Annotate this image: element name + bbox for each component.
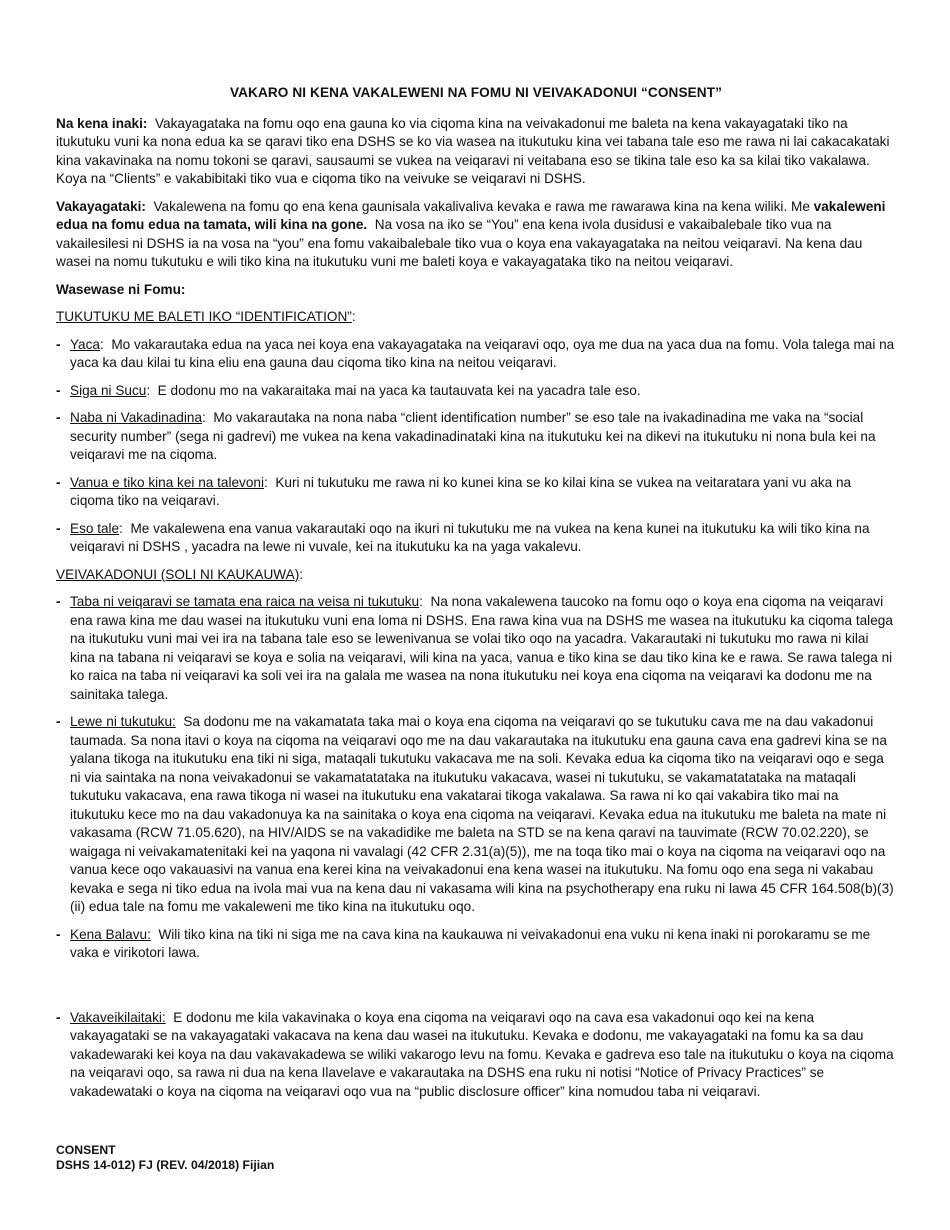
form-parts-heading: Wasewase ni Fomu: bbox=[56, 281, 186, 297]
usage-bold-text: vakaleweni edua na fomu edua na tamata, wili kina na gone. bbox=[56, 198, 886, 232]
list-item: - Naba ni Vakadinadina: Mo vakarautaka na nona naba “client identification number” se eso tale na ivakadinadina me vaka na “social security number” (sega ni gadrevi) me vukea na kena vakadinadinataki kina na itukutuku kei na dikevi na itukutuku ni nona bula kei na veiqaravi me na ciqoma. bbox=[56, 410, 876, 462]
item-text: Mo vakarautaka edua na yaca nei koya ena vakayagataka na veiqaravi oqo, oya me dua na yaca dua na fomu. Vola talega mai na yaca ka dau kilai tu kina eliu ena gauna dau ciqoma tiko kina na neitou veiqaravi. bbox=[70, 336, 895, 370]
footer-form-name: CONSENT bbox=[56, 1143, 116, 1157]
list-item: - Taba ni veiqaravi se tamata ena raica na veisa ni tukutuku: Na nona vakalewena taucoko na fomu oqo o koya ena ciqoma na veiqaravi ena rawa kina me dau wasei na itukutuku vuni ena loma ni DSHS. Ena rawa kina vua na DSHS me wasea na itukutuku ka ciqoma talega na itukutuku vuni mai vei ira na tabana tale eso se lewenivanua se volai tiko oqo na yacadra. Vakarautaki ni tukutuku mo rawa ni kilai kina na tabana ni veiqaravi se koya e solia na veiqaravi, wili kina na yaca, vanua e tiko kina se dau tiko kina ke e rawa. Se rawa talega ni ko raica na taba ni veiqaravi ka soli vei ira na galala me wasea na nona itukutuku nei koya ena ciqoma na veiqaravi ka dodonu me na sainitaka talega. bbox=[56, 594, 893, 702]
item-term: Taba ni veiqaravi se tamata ena raica na veisa ni tukutuku bbox=[70, 594, 420, 609]
item-text: Mo vakarautaka na nona naba “client identification number” se eso tale na ivakadinadina me vaka na “social security number” (sega ni gadrevi) me vukea na kena vakadinadinataki kina na itukutuku kei na dikevi na itukutuku ni nona bula kei na veiqaravi me na ciqoma. bbox=[70, 410, 876, 462]
page-title: VAKARO NI KENA VAKALEWENI NA FOMU NI VEIVAKADONUI “CONSENT” bbox=[229, 85, 722, 100]
list-item: - Lewe ni tukutuku: Sa dodonu me na vakamatata taka mai o koya ena ciqoma na veiqaravi qo se tukutuku cava me na dau vakadonui taumada. Sa nona itavi o koya na ciqoma na veiqaravi oqo me na dau vakarautaka na itukutuku ena gauna cava ena gadrevi kina se na yalana tikoga na itukutuku ena tiki ni siga, mataqali tukutuku vakacava me na soli. Kevaka edua ka ciqoma tiko na veiqaravi oqo e sega ni via saintaka na nona veivakadonui se vakamatatataka na itukutuku vakacava, wasei ni tukutuku, se vakamatatataka na mataqali tukutuku vakacava, ena rawa tikoga ni wasei na itukutuku ena vakatarai tikoga vakalawa. Sa rawa ni ko qai vakabira tiko mai na itukutuku kece mo na dau vakadonuya ka na sainitaka o koya ena ciqoma na veiqaravi. Kevaka edua na itukutuku me baleta na mate ni vakasama (RCW 71.05.620), na HIV/AIDS se na vakadidike me baleta na STD se na kena qaravi na tauvimate (RCW 70.02.220), se waigaga ni veivakamatenitaki kei na yaqona ni vavalagi (42 CFR 2.31(a)(5)), me na toqa tiko mai o koya na ciqoma na veiqaravi oqo na vanua kece oqo vakauasivi na vanua ena kerei kina na veivakadonui ena kena wasei na itukutuku. Na fomu oqo ena sega ni vakabau kevaka e sega ni tiko edua na ivola mai vua na kena dau ni vakasama wili kina na psychotherapy ena ruku ni lawa 45 CFR 164.508(b)(3)(ii) edua tale na fomu me vakaleweni me tiko kina na itukutuku oqo. bbox=[56, 714, 894, 914]
usage-text-after: Na vosa na iko se “You” ena kena ivola dusidusi e vakaibalebale tiko vua na vakailesilesi ni DSHS ia na vosa na “you” ena fomu vakaibalebale tiko vua o koya ena vakayagataka na neitou veiqaravi. Na kena dau wasei na nomu tukutuku e wili tiko kina na itukutuku vuni me baleti koya e vakayagataka tiko na neitou veiqaravi. bbox=[56, 217, 863, 269]
usage-paragraph bbox=[56, 198, 896, 272]
item-text: Sa dodonu me na vakamatata taka mai o koya ena ciqoma na veiqaravi qo se tukutuku cava me na dau vakadonui taumada. Sa nona itavi o koya na ciqoma na veiqaravi oqo me na dau vakarautaka na itukutuku ena gauna cava ena gadrevi kina se na yalana tikoga na itukutuku ena tiki ni siga, mataqali tukutuku vakacava me na soli. Kevaka edua ka ciqoma tiko na veiqaravi oqo e sega ni via saintaka na nona veivakadonui se vakamatatataka na itukutuku vakacava, wasei ni tukutuku, se vakamatatataka na mataqali tukutuku vakacava, ena rawa tikoga ni wasei na itukutuku ena vakatarai tikoga vakalawa. Sa rawa ni ko qai vakabira tiko mai na itukutuku kece mo na dau vakadonuya ka na sainitaka o koya ena ciqoma na veiqaravi. Kevaka edua na itukutuku me baleta na mate ni vakasama (RCW 71.05.620), na HIV/AIDS se na vakadidike me baleta na STD se na kena qaravi na tauvimate (RCW 70.02.220), se waigaga ni veivakamatenitaki kei na yaqona ni vavalagi (42 CFR 2.31(a)(5)), me na toqa tiko mai o koya na ciqoma na veiqaravi oqo na vanua kece oqo vakauasivi na vanua ena kerei kina na veivakadonui ena kena wasei na itukutuku. Na fomu oqo ena sega ni vakabau kevaka e sega ni tiko edua na ivola mai vua na kena dau ni vakasama wili kina na psychotherapy ena ruku ni lawa 45 CFR 164.508(b)(3)(ii) edua tale na fomu me vakaleweni me tiko kina na itukutuku oqo. bbox=[70, 714, 894, 914]
item-text: E dodonu mo na vakaraitaka mai na yaca ka tautauvata kei na yacadra tale eso. bbox=[157, 382, 641, 398]
item-text: Me vakalewena ena vanua vakarautaki oqo na ikuri ni tukutuku me na vukea na kena kunei na itukutuku ka wili tiko kina na veiqaravi ni DSHS , yacadra na lewe ni vuvale, kei na itukutuku ka na yaga vakalevu. bbox=[70, 520, 870, 554]
item-term: Kena Balavu: bbox=[70, 926, 151, 942]
list-item: - Siga ni Sucu: E dodonu mo na vakaraitaka mai na yaca ka tautauvata kei na yacadra tale eso. bbox=[56, 382, 641, 398]
intro-label: Na kena inaki: bbox=[56, 115, 148, 131]
footer bbox=[56, 1143, 274, 1173]
list-item: - Kena Balavu: Wili tiko kina na tiki ni siga me na cava kina na kaukauwa ni veivakadonui ena vuku ni kena inaki ni porokaramu se me vaka e virikotori lawa. bbox=[56, 926, 871, 960]
usage-label: Vakayagataki: bbox=[56, 198, 146, 214]
list-item: - Yaca: Mo vakarautaka edua na yaca nei koya ena vakayagataka na veiqaravi oqo, oya me dua na yaca dua na fomu. Vola talega mai na yaca ka dau kilai tu kina eliu ena gauna dau ciqoma tiko kina na neitou veiqaravi. bbox=[56, 336, 895, 370]
item-term: Yaca bbox=[70, 336, 100, 352]
footer-form-code: DSHS 14-012) FJ (REV. 04/2018) Fijian bbox=[56, 1158, 275, 1172]
usage-text-before: Vakalewena na fomu qo ena kena gaunisala vakalivaliva kevaka e rawa me rawarawa kina na kena wiliki. Me bbox=[153, 198, 810, 214]
item-text: Kuri ni tukutuku me rawa ni ko kunei kina se ko kilai kina se vukea na veitaratara yani vu aka na ciqoma tiko na veiqaravi. bbox=[70, 474, 852, 508]
item-term: Eso tale bbox=[70, 520, 120, 536]
item-text: Na nona vakalewena taucoko na fomu oqo o koya ena ciqoma na veiqaravi ena rawa kina me dau wasei na itukutuku vuni ena loma ni DSHS. Ena rawa kina vua na DSHS me wasea na itukutuku ka ciqoma talega na itukutuku vuni mai vei ira na tabana tale eso se lewenivanua se volai tiko oqo na yacadra. Vakarautaki ni tukutuku mo rawa ni kilai kina na tabana ni veiqaravi se koya e solia na veiqaravi, wili kina na yaca, vanua e tiko kina se dau tiko kina ke e rawa. Se rawa talega ni ko raica na taba ni veiqaravi ka soli vei ira na galala me wasea na nona itukutuku nei koya ena ciqoma na veiqaravi ka dodonu me na sainitaka talega. bbox=[70, 594, 893, 702]
item-term: Naba ni Vakadinadina bbox=[70, 410, 203, 425]
item-term: Vakaveikilaitaki: bbox=[70, 1009, 166, 1025]
intro-text: Vakayagataka na fomu oqo ena gauna ko via ciqoma kina na veivakadonui me baleta na kena vakayagataki tiko na itukutuku vuni ka nona edua ka se qaravi tiko ena DSHS se ko via wasea na itukutuku kina vei tabana tale eso me rawa ni lai cakacakataki kina vakavinaka na nomu tokoni se qaravi, sausaumi se vukea na veiqaravi ni veitabana eso se tikina tale eso ka sa kilai tiko vakalawa. Koya na “Clients” e vakabibitaki tiko vua e ciqoma tiko na veivuke se veiqaravi ni DSHS. bbox=[56, 115, 890, 186]
identification-heading: TUKUTUKU ME BALETI IKO “IDENTIFICATION”: bbox=[56, 309, 356, 324]
item-term: Siga ni Sucu bbox=[70, 382, 147, 398]
list-item: - Eso tale: Me vakalewena ena vanua vakarautaki oqo na ikuri ni tukutuku me na vukea na kena kunei na itukutuku ka wili tiko kina na veiqaravi ni DSHS , yacadra na lewe ni vuvale, kei na itukutuku ka na yaga vakalevu. bbox=[56, 520, 870, 554]
intro-paragraph bbox=[56, 115, 896, 189]
document-page bbox=[56, 84, 896, 1110]
item-text: Wili tiko kina na tiki ni siga me na cava kina na kaukauwa ni veivakadonui ena vuku ni kena inaki ni porokaramu se me vaka e virikotori lawa. bbox=[70, 926, 871, 960]
item-text: E dodonu me kila vakavinaka o koya ena ciqoma na veiqaravi oqo na cava esa vakadonui oqo kei na kena vakayagataki se na vakayagataki vakacava na kena dau wasei na itukutuku. Kevaka e dodonu, me vakayagataki na fomu ka sa dau vakadewaraki kei koya na dau vakavakadewa se wiliki vakarogo levu na fomu. Kevaka e gadreva eso tale na itukutuku o koya na ciqoma na veiqaravi oqo, sa rawa ni dua na kena Ilavelave e vakarautaka na DSHS ena ruku ni notisi “Notice of Privacy Practices” se vakadewataki o koya na ciqoma na veiqaravi oqo vua na “public disclosure officer” kina nomudou taba ni veiqaravi. bbox=[70, 1009, 894, 1099]
item-term: Lewe ni tukutuku: bbox=[70, 714, 176, 729]
consent-heading: VEIVAKADONUI (SOLI NI KAUKAUWA): bbox=[56, 566, 304, 582]
spacer bbox=[56, 972, 896, 1009]
item-term: Vanua e tiko kina kei na talevoni bbox=[70, 474, 264, 490]
list-item: - Vanua e tiko kina kei na talevoni: Kuri ni tukutuku me rawa ni ko kunei kina se ko kilai kina se vukea na veitaratara yani vu aka na ciqoma tiko na veiqaravi. bbox=[56, 474, 852, 508]
list-item: - Vakaveikilaitaki: E dodonu me kila vakavinaka o koya ena ciqoma na veiqaravi oqo na cava esa vakadonui oqo kei na kena vakayagataki se na vakayagataki vakacava na kena dau wasei na itukutuku. Kevaka e dodonu, me vakayagataki na fomu ka sa dau vakadewaraki kei koya na dau vakavakadewa se wiliki vakarogo levu na fomu. Kevaka e gadreva eso tale na itukutuku o koya na ciqoma na veiqaravi oqo, sa rawa ni dua na kena Ilavelave e vakarautaka na DSHS ena ruku ni notisi “Notice of Privacy Practices” se vakadewataki o koya na ciqoma na veiqaravi oqo vua na “public disclosure officer” kina nomudou taba ni veiqaravi. bbox=[56, 1009, 894, 1099]
